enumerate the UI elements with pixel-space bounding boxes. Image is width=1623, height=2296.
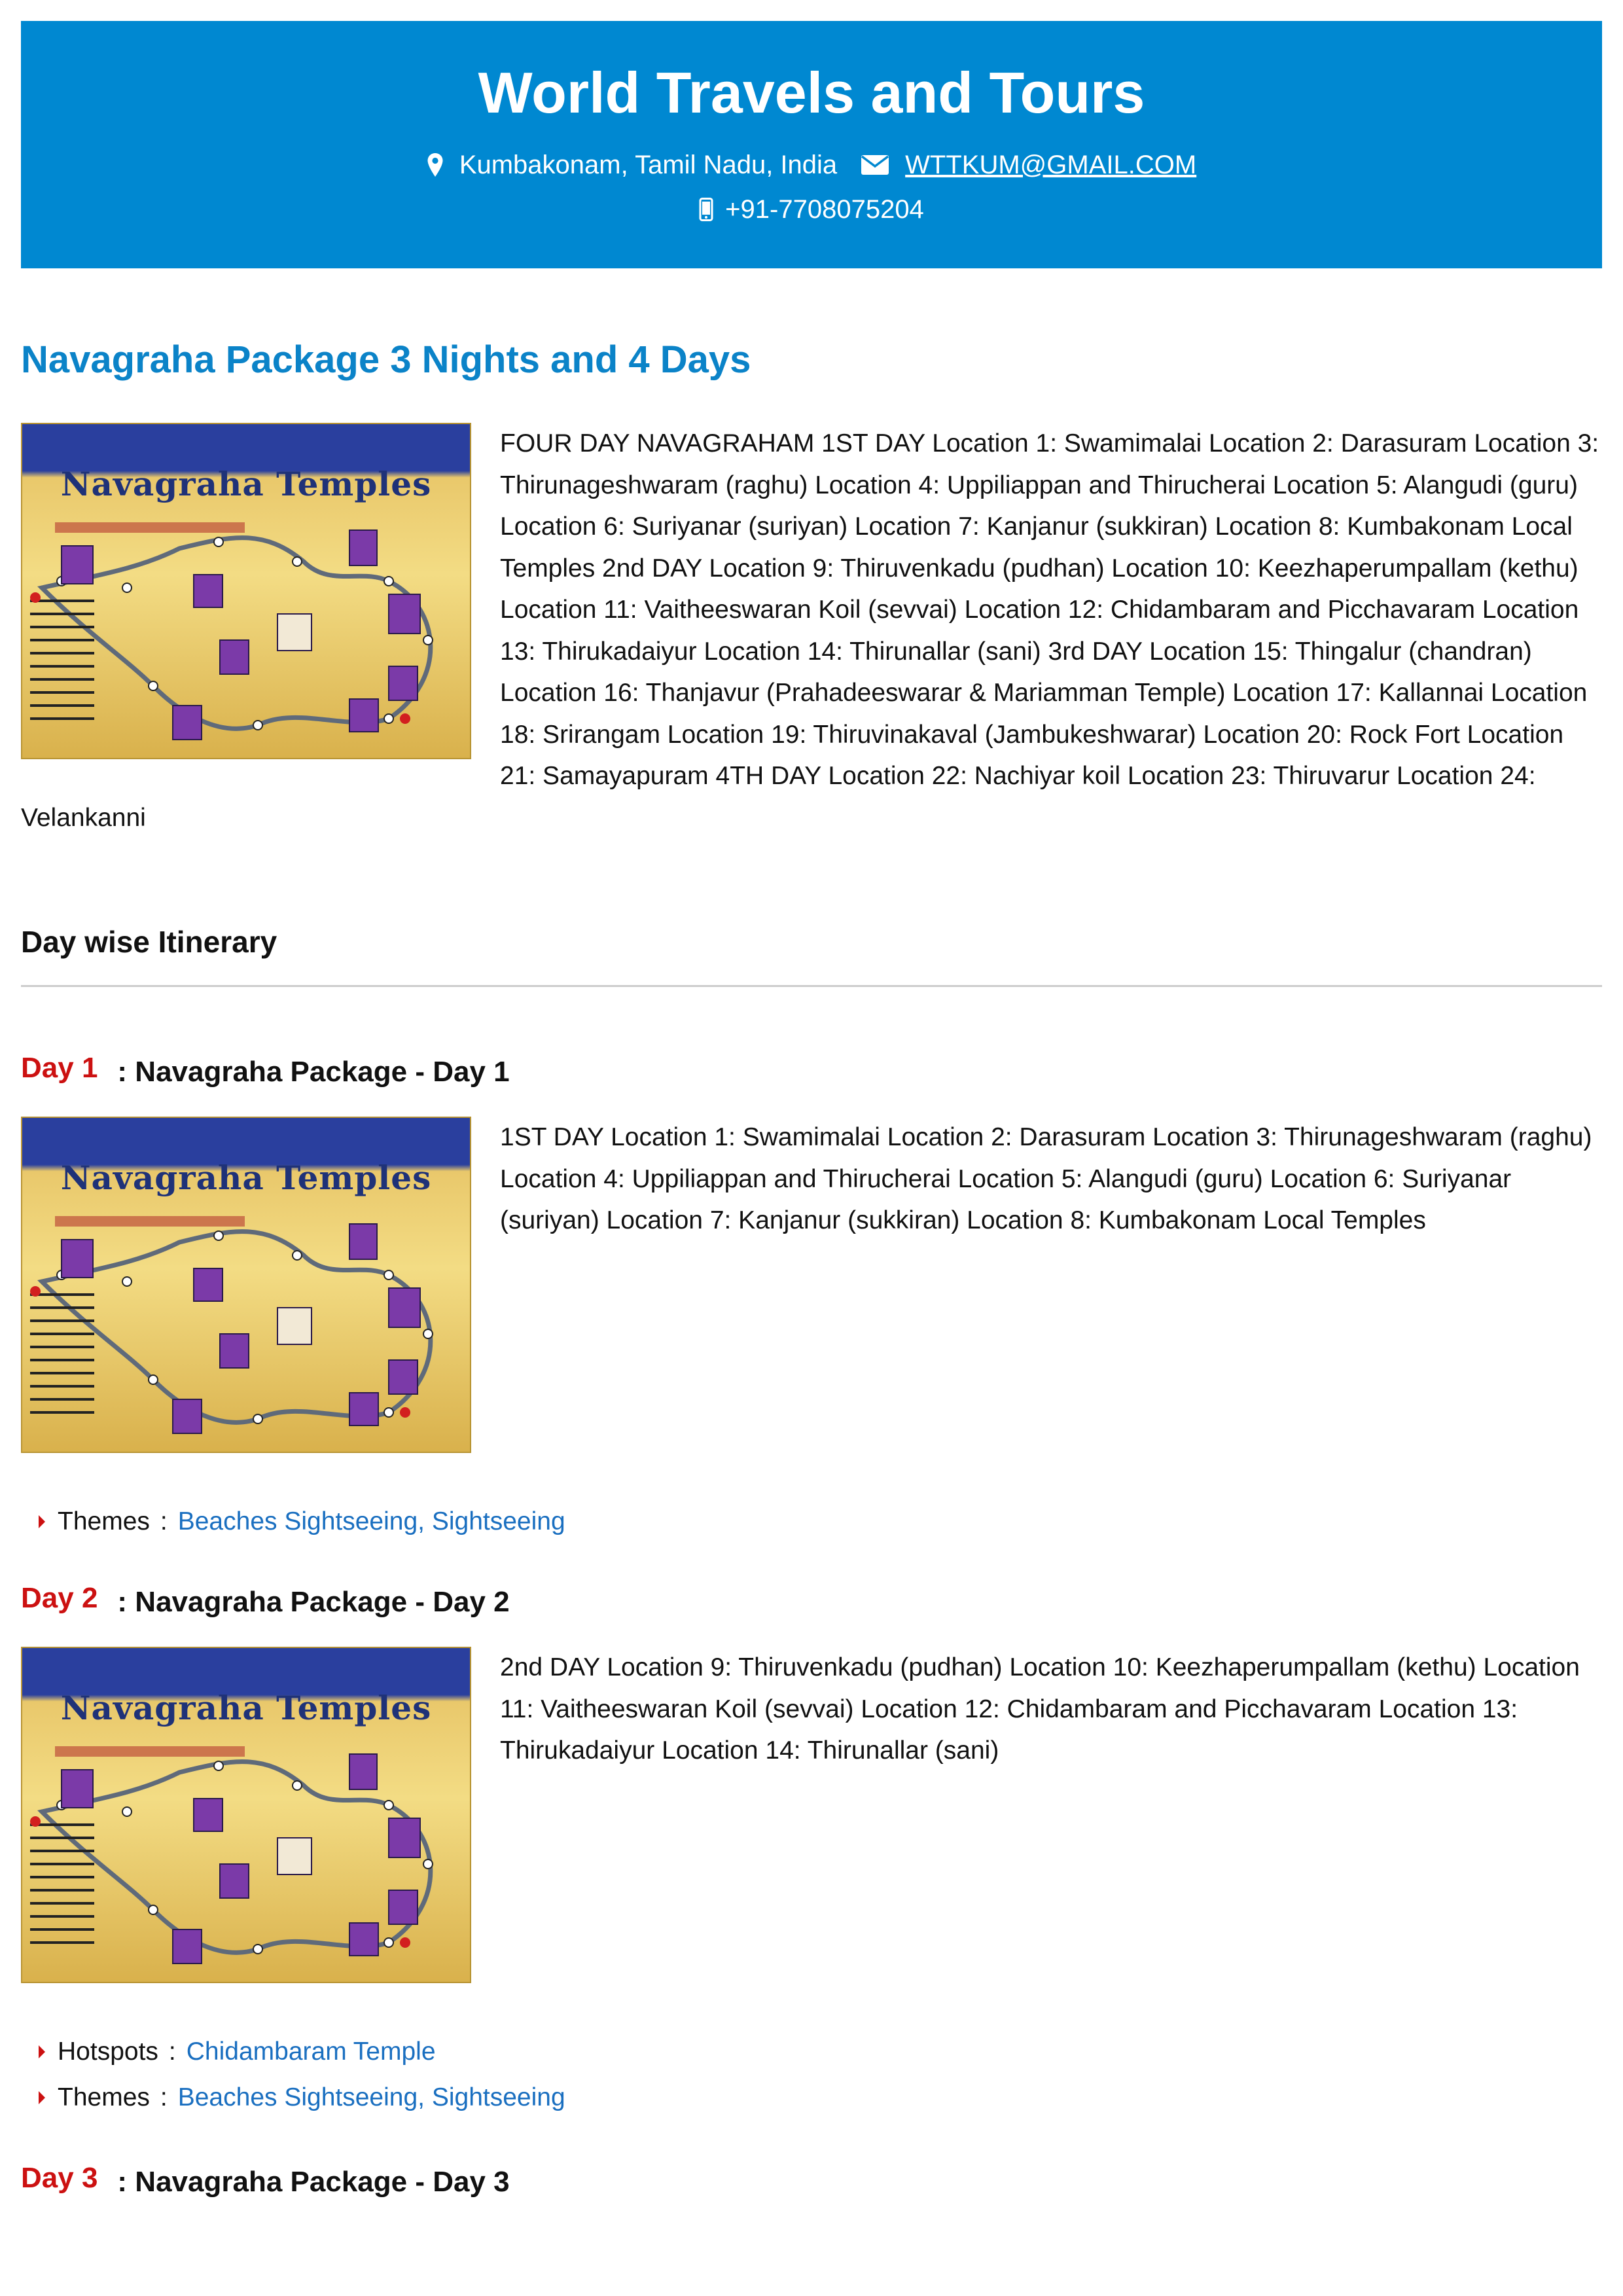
day-1-meta	[21, 1499, 1602, 1545]
themes-separator: :	[160, 2083, 168, 2111]
themes-label: Themes	[58, 1507, 150, 1535]
contact-row	[21, 147, 1602, 183]
day-2-image-caption: Navagraha Temples	[60, 1689, 432, 1727]
day-1-image-caption: Navagraha Temples	[60, 1158, 432, 1197]
day-2-title: : Navagraha Package - Day 2	[117, 1586, 510, 1618]
day-3-label: Day 3	[21, 2162, 98, 2194]
day-3-section	[21, 2159, 1602, 2202]
package-image-caption: Navagraha Temples	[60, 465, 432, 503]
package-title: Navagraha Package 3 Nights and 4 Days	[21, 338, 751, 381]
page	[21, 21, 1602, 2202]
caret-right-icon	[38, 2090, 46, 2105]
day-2-description: 2nd DAY Location 9: Thiruvenkadu (pudhan) Location 10: Keezhaperumpallam (kethu) Location 11: Vaitheeswaran Koil (sevvai) Location 12: Chidambaram and Picchavaram Location 13: Thirukadaiyur Location 14: Thirunallar (sani)	[500, 1653, 1580, 1765]
location-text: Kumbakonam, Tamil Nadu, India	[459, 151, 838, 179]
day-3-heading	[21, 2159, 1602, 2202]
day-1-label: Day 1	[21, 1052, 98, 1084]
day-3-title: : Navagraha Package - Day 3	[117, 2166, 510, 2198]
package-image	[21, 423, 471, 759]
themes-label: Themes	[58, 2083, 150, 2111]
envelope-icon	[861, 154, 889, 175]
site-header	[21, 21, 1602, 268]
phone-row	[21, 191, 1602, 228]
hotspots-label: Hotspots	[58, 2037, 158, 2066]
day-1-themes-link[interactable]: Beaches Sightseeing, Sightseeing	[177, 1507, 565, 1535]
package-intro	[21, 423, 1602, 838]
itinerary-title: Day wise Itinerary	[21, 925, 277, 959]
email-link[interactable]: WTTKUM@GMAIL.COM	[905, 151, 1197, 179]
caret-right-icon	[38, 1515, 46, 1529]
day-1-themes-row	[38, 1499, 1602, 1545]
hotspots-separator: :	[168, 2037, 176, 2066]
day-1-image	[21, 1117, 471, 1453]
day-1-title: : Navagraha Package - Day 1	[117, 1056, 510, 1088]
day-2-hotspots-row	[38, 2029, 1602, 2075]
day-2-meta	[21, 2029, 1602, 2121]
day-2-heading	[21, 1579, 1602, 1622]
mobile-phone-icon	[699, 198, 713, 221]
company-name: World Travels and Tours	[478, 60, 1145, 125]
day-2-themes-link[interactable]: Beaches Sightseeing, Sightseeing	[177, 2083, 565, 2111]
themes-separator: :	[160, 1507, 168, 1535]
day-1-body	[21, 1117, 1602, 1462]
caret-right-icon	[38, 2045, 46, 2059]
phone-number: +91-7708075204	[725, 195, 924, 224]
day-1-section	[21, 1049, 1602, 1545]
day-2-body	[21, 1647, 1602, 1992]
day-2-themes-row	[38, 2075, 1602, 2121]
day-2-image	[21, 1647, 471, 1983]
map-marker-icon	[427, 152, 444, 177]
day-2-label: Day 2	[21, 1582, 98, 1614]
day-2-section	[21, 1579, 1602, 2121]
package-description: FOUR DAY NAVAGRAHAM 1ST DAY Location 1: Swamimalai Location 2: Darasuram Location 3: Thirunageshwaram (raghu) Location 4: Uppiliappan and Thirucherai Location 5: Alangudi (guru) Location 6: Suriyanar (suriyan) Location 7: Kanjanur (sukkiran) Location 8: Kumbakonam Local Temples 2nd DAY Location 9: Thiruvenkadu (pudhan) Location 10: Keezhaperumpallam (kethu) Location 11: Vaitheeswaran Koil (sevvai) Location 12: Chidambaram and Picchavaram Location 13: Thirukadaiyur Location 14: Thirunallar (sani) 3rd DAY Location 15: Thingalur (chandran) Location 16: Thanjavur (Prahadeeswarar & Mariamman Temple) Location 17: Kallannai Location 18: Srirangam Location 19: Thiruvinakaval (Jambukeshwarar) Location 20: Rock Fort Location 21: Samayapuram 4TH DAY Location 22: Nachiyar koil Location 23: Thiruvarur Location 24: Velankanni	[21, 429, 1599, 832]
itinerary-divider	[21, 985, 1602, 987]
day-1-heading	[21, 1049, 1602, 1092]
day-1-description: 1ST DAY Location 1: Swamimalai Location 2: Darasuram Location 3: Thirunageshwaram (raghu) Location 4: Uppiliappan and Thirucherai Location 5: Alangudi (guru) Location 6: Suriyanar (suriyan) Location 7: Kanjanur (sukkiran) Location 8: Kumbakonam Local Temples	[500, 1123, 1592, 1234]
day-2-hotspots-link[interactable]: Chidambaram Temple	[186, 2037, 436, 2066]
